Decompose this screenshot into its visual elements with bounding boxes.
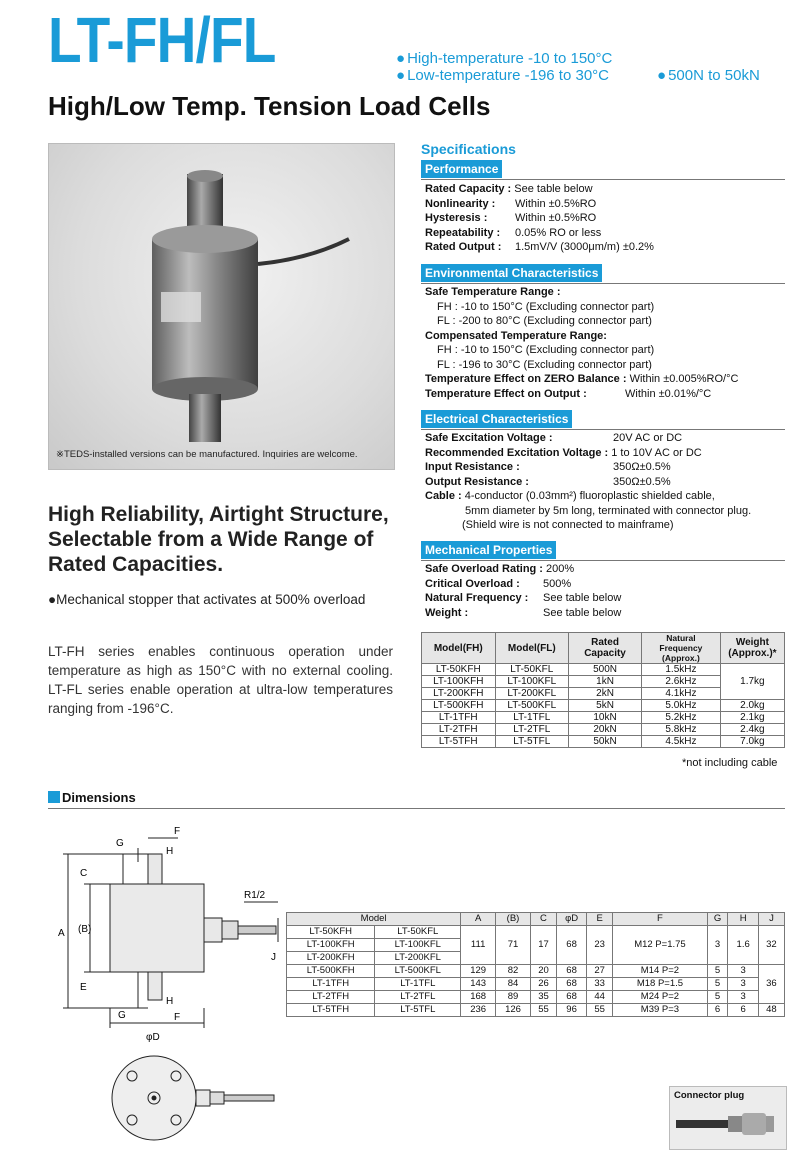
spec-row: FL : -200 to 80°C (Excluding connector part) — [437, 315, 652, 327]
spec-label: Compensated Temperature Range: — [425, 329, 607, 342]
feature-bullet: ●Mechanical stopper that activates at 500% overload — [48, 592, 366, 607]
table-cell: 3 — [728, 991, 758, 1004]
table-row — [422, 724, 785, 736]
spec-row — [425, 606, 621, 621]
table-cell: 26 — [530, 978, 556, 991]
headline-line-3: Rated Capacities. — [48, 553, 224, 576]
spec-value: See table below — [514, 183, 593, 195]
table-cell: 55 — [587, 1004, 613, 1017]
table-row — [422, 700, 785, 712]
dim-label-f-bottom: F — [174, 1012, 181, 1023]
table-row — [422, 736, 785, 748]
spec-label: Recommended Excitation Voltage : — [425, 446, 609, 459]
divider — [421, 179, 785, 180]
feature-capacity: ● 500N to 50kN — [657, 67, 760, 84]
table-cell: LT-200KFL — [375, 952, 461, 965]
column-header: G — [707, 913, 728, 926]
specifications-title: Specifications — [421, 141, 516, 157]
spec-row — [425, 431, 751, 446]
spec-row — [425, 591, 621, 606]
table-cell: 23 — [587, 926, 613, 965]
connector-plug-box — [669, 1086, 787, 1150]
spec-row: FH : -10 to 150°C (Excluding connector part) — [437, 344, 655, 356]
table-cell: LT-100KFH — [287, 939, 375, 952]
table-cell: LT-500KFL — [375, 965, 461, 978]
headline — [48, 502, 408, 577]
table-cell: 7.0kg — [720, 736, 784, 748]
table-cell-weight-merged: 1.7kg — [720, 664, 784, 700]
performance-heading: Performance — [421, 160, 502, 178]
table-header-row — [422, 633, 785, 664]
table-note: *not including cable — [682, 757, 778, 769]
spec-value: 0.05% RO or less — [515, 226, 602, 239]
table-cell: LT-1TFL — [375, 978, 461, 991]
table-cell: 68 — [557, 926, 587, 965]
table-cell: LT-50KFL — [495, 664, 568, 676]
spec-row: FH : -10 to 150°C (Excluding connector part) — [437, 300, 655, 313]
table-cell: 10kN — [569, 712, 642, 724]
models-table — [421, 632, 785, 748]
table-cell: M14 P=2 — [613, 965, 707, 978]
dim-label-h-top: H — [166, 846, 174, 857]
divider — [421, 560, 785, 561]
spec-row — [425, 329, 738, 344]
table-cell: LT-100KFL — [375, 939, 461, 952]
table-cell: M12 P=1.75 — [613, 926, 707, 965]
table-cell: LT-200KFL — [495, 688, 568, 700]
column-header: C — [530, 913, 556, 926]
photo-note: ※TEDS-installed versions can be manufactured. Inquiries are welcome. — [56, 449, 358, 460]
body-outline — [110, 884, 204, 972]
table-cell: LT-2TFL — [375, 991, 461, 1004]
spec-label: Repeatability : — [425, 226, 501, 239]
page-subtitle: High/Low Temp. Tension Load Cells — [48, 91, 491, 121]
spec-value: 350Ω±0.5% — [613, 475, 671, 488]
dimensions-table — [286, 912, 785, 1017]
table-cell: 5 — [707, 978, 728, 991]
spec-value: Within ±0.5%RO — [515, 212, 597, 224]
table-cell: 33 — [587, 978, 613, 991]
table-row — [287, 926, 785, 939]
mechanical-heading: Mechanical Properties — [421, 541, 556, 559]
table-cell: LT-1TFH — [422, 712, 496, 724]
table-cell: 126 — [496, 1004, 531, 1017]
spec-value: 1.5mV/V (3000μm/m) ±0.2% — [515, 241, 654, 253]
table-cell: 44 — [587, 991, 613, 1004]
feature-bullet-text: Mechanical stopper that activates at 500% overload — [56, 592, 366, 607]
dim-label-c: C — [80, 868, 88, 879]
table-row — [422, 712, 785, 724]
table-cell: 84 — [496, 978, 531, 991]
spec-row — [425, 240, 654, 255]
spec-label: Safe Temperature Range : — [425, 286, 561, 298]
table-cell: 4.1kHz — [642, 688, 721, 700]
table-cell: 55 — [530, 1004, 556, 1017]
table-cell: 143 — [461, 978, 496, 991]
product-photo — [48, 143, 395, 470]
spec-value: 1 to 10V AC or DC — [611, 446, 702, 459]
spec-row — [425, 372, 738, 387]
table-cell: 3 — [728, 965, 758, 978]
table-header-row — [287, 913, 785, 926]
table-cell: 27 — [587, 965, 613, 978]
table-cell: 50kN — [569, 736, 642, 748]
table-cell: 96 — [557, 1004, 587, 1017]
feature-low-temp-text: Low-temperature -196 to 30°C — [407, 67, 609, 84]
divider — [48, 808, 785, 809]
table-cell: LT-2TFH — [287, 991, 375, 1004]
table-cell: 4.5kHz — [642, 736, 721, 748]
table-cell: 2.4kg — [720, 724, 784, 736]
spec-label: Natural Frequency : — [425, 592, 529, 604]
table-cell: 20kN — [569, 724, 642, 736]
bottom-rod — [148, 972, 162, 1000]
spec-value: See table below — [543, 606, 622, 619]
column-header: H — [728, 913, 758, 926]
spec-row — [425, 226, 654, 241]
table-cell: LT-50KFH — [287, 926, 375, 939]
table-cell: 17 — [530, 926, 556, 965]
table-cell: 35 — [530, 991, 556, 1004]
table-cell-j-merged: 36 — [758, 965, 784, 1004]
dim-label-g-bottom: G — [118, 1010, 126, 1021]
table-cell: M24 P=2 — [613, 991, 707, 1004]
divider — [421, 429, 785, 430]
performance-list — [425, 182, 654, 255]
feature-high-temp: ● High-temperature -10 to 150°C — [396, 50, 613, 67]
table-cell: 1.6 — [728, 926, 758, 965]
table-cell: 71 — [496, 926, 531, 965]
spec-value: Within ±0.5%RO — [515, 197, 597, 210]
table-cell: 32 — [758, 926, 784, 965]
dim-label-j: J — [271, 952, 276, 963]
feature-high-temp-text: High-temperature -10 to 150°C — [407, 50, 613, 67]
column-header: Rated Capacity — [569, 633, 642, 664]
page-title: LT-FH/FL — [48, 4, 276, 76]
spec-label: Temperature Effect on ZERO Balance : — [425, 373, 627, 385]
table-cell: 111 — [461, 926, 496, 965]
table-cell: 82 — [496, 965, 531, 978]
spec-row: FL : -196 to 30°C (Excluding connector part) — [437, 358, 652, 371]
table-cell: LT-1TFL — [495, 712, 568, 724]
table-cell: 5.2kHz — [642, 712, 721, 724]
table-row — [287, 1004, 785, 1017]
table-cell: 2.1kg — [720, 712, 784, 724]
table-cell: LT-5TFH — [287, 1004, 375, 1017]
feature-capacity-text: 500N to 50kN — [668, 67, 760, 84]
spec-value: 4-conductor (0.03mm²) fluoroplastic shielded cable, — [464, 490, 715, 502]
spec-label: Rated Capacity : — [425, 183, 512, 195]
table-cell: 3 — [707, 926, 728, 965]
table-cell: LT-500KFH — [422, 700, 496, 712]
spec-value: 500% — [543, 577, 572, 590]
spec-row — [425, 446, 751, 461]
dim-label-r: R1/2 — [244, 890, 266, 901]
column-header: J — [758, 913, 784, 926]
spec-value: Within ±0.005%RO/°C — [629, 373, 739, 385]
electrical-list — [425, 431, 751, 533]
table-cell: LT-2TFH — [422, 724, 496, 736]
spec-label: Weight : — [425, 606, 469, 619]
table-row — [287, 965, 785, 978]
table-cell: 5 — [707, 991, 728, 1004]
spec-label: Safe Overload Rating : — [425, 563, 543, 575]
table-cell: LT-5TFH — [422, 736, 496, 748]
spec-label: Cable : — [425, 490, 462, 502]
table-cell: 5 — [707, 965, 728, 978]
spec-row — [425, 285, 738, 300]
cable — [238, 926, 276, 934]
table-cell: LT-2TFL — [495, 724, 568, 736]
table-cell: LT-50KFL — [375, 926, 461, 939]
dim-label-b: (B) — [78, 924, 92, 935]
table-cell: 68 — [557, 965, 587, 978]
table-cell: 2.0kg — [720, 700, 784, 712]
table-cell: LT-100KFL — [495, 676, 568, 688]
table-cell: 68 — [557, 978, 587, 991]
table-cell: 2kN — [569, 688, 642, 700]
table-cell: 5kN — [569, 700, 642, 712]
spec-label: Critical Overload : — [425, 577, 520, 590]
spec-row: 5mm diameter by 5m long, terminated with connector plug. — [465, 504, 752, 517]
spec-value: Within ±0.01%/°C — [625, 387, 712, 400]
column-header: (B) — [496, 913, 531, 926]
spec-row — [425, 182, 654, 197]
table-cell: 236 — [461, 1004, 496, 1017]
table-cell: M18 P=1.5 — [613, 978, 707, 991]
spec-value: 200% — [546, 563, 575, 575]
spec-label: Nonlinearity : — [425, 197, 496, 210]
connector-plug-illustration — [670, 1104, 786, 1144]
spec-row — [425, 489, 751, 504]
column-header: E — [587, 913, 613, 926]
spec-label: Input Resistance : — [425, 461, 520, 473]
environmental-list — [425, 285, 738, 401]
dim-label-f-top: F — [174, 826, 181, 837]
divider — [421, 283, 785, 284]
electrical-heading: Electrical Characteristics — [421, 410, 572, 428]
table-cell: LT-500KFH — [287, 965, 375, 978]
connector-plug-label: Connector plug — [674, 1090, 745, 1101]
connector-body — [204, 918, 222, 942]
table-cell: 2.6kHz — [642, 676, 721, 688]
table-cell: 3 — [728, 978, 758, 991]
table-cell: 48 — [758, 1004, 784, 1017]
table-cell: 5.0kHz — [642, 700, 721, 712]
table-cell: 1kN — [569, 676, 642, 688]
spec-row: (Shield wire is not connected to mainframe) — [462, 519, 674, 531]
table-cell: 6 — [707, 1004, 728, 1017]
spec-value: See table below — [543, 592, 622, 604]
spec-row — [425, 197, 654, 212]
table-cell: 89 — [496, 991, 531, 1004]
table-cell: 5.8kHz — [642, 724, 721, 736]
load-cell-illustration — [49, 144, 394, 469]
table-cell: M39 P=3 — [613, 1004, 707, 1017]
spec-row — [425, 387, 738, 402]
column-header: Model(FL) — [495, 633, 568, 664]
headline-line-1: High Reliability, Airtight Structure, — [48, 503, 389, 526]
spec-label: Output Resistance : — [425, 475, 529, 488]
table-cell: LT-200KFH — [422, 688, 496, 700]
table-cell: 20 — [530, 965, 556, 978]
column-header: Weight (Approx.)* — [720, 633, 784, 664]
table-cell: 129 — [461, 965, 496, 978]
dimensions-heading: Dimensions — [62, 790, 136, 805]
dim-label-d: φD — [146, 1032, 160, 1043]
table-row — [287, 991, 785, 1004]
spec-value: 350Ω±0.5% — [613, 461, 671, 473]
table-cell: 68 — [557, 991, 587, 1004]
table-cell: 6 — [728, 1004, 758, 1017]
connector-nut — [222, 921, 238, 939]
table-cell: LT-100KFH — [422, 676, 496, 688]
environmental-heading: Environmental Characteristics — [421, 264, 602, 282]
column-header: Model — [287, 913, 461, 926]
mechanical-list — [425, 562, 621, 620]
dim-label-e: E — [80, 982, 87, 993]
spec-row — [425, 211, 654, 226]
table-cell: 500N — [569, 664, 642, 676]
top-rod — [148, 854, 162, 884]
spec-row — [425, 460, 751, 475]
feature-low-temp: ● Low-temperature -196 to 30°C — [396, 67, 609, 84]
column-header: A — [461, 913, 496, 926]
spec-label: Rated Output : — [425, 241, 502, 253]
spec-row — [425, 577, 621, 592]
spec-label: Safe Excitation Voltage : — [425, 432, 553, 444]
column-header: F — [613, 913, 707, 926]
column-header: Model(FH) — [422, 633, 496, 664]
spec-row — [425, 562, 621, 577]
spec-row — [425, 475, 751, 490]
spec-label: Hysteresis : — [425, 212, 488, 224]
spec-value: 20V AC or DC — [613, 432, 683, 444]
table-cell: LT-500KFL — [495, 700, 568, 712]
table-row — [287, 978, 785, 991]
table-cell: LT-5TFL — [495, 736, 568, 748]
table-row — [422, 664, 785, 676]
table-cell: LT-5TFL — [375, 1004, 461, 1017]
table-cell: LT-50KFH — [422, 664, 496, 676]
dim-label-g-top: G — [116, 838, 124, 849]
section-marker — [48, 791, 60, 803]
table-cell: LT-1TFH — [287, 978, 375, 991]
headline-line-2: Selectable from a Wide Range of — [48, 528, 374, 551]
column-header: Natural Frequency (Approx.) — [642, 633, 721, 664]
dim-label-a: A — [58, 928, 65, 939]
table-cell: LT-200KFH — [287, 952, 375, 965]
column-header: φD — [557, 913, 587, 926]
dimension-drawing — [48, 818, 288, 1148]
description: LT-FH series enables continuous operation under temperature as high as 150°C with no external cooling. LT-FL series enable operation at ultra-low temperatures ranging from -196°C. — [48, 644, 393, 716]
dim-label-h-bottom: H — [166, 996, 174, 1007]
table-cell: 1.5kHz — [642, 664, 721, 676]
table-cell: 168 — [461, 991, 496, 1004]
spec-label: Temperature Effect on Output : — [425, 387, 587, 400]
